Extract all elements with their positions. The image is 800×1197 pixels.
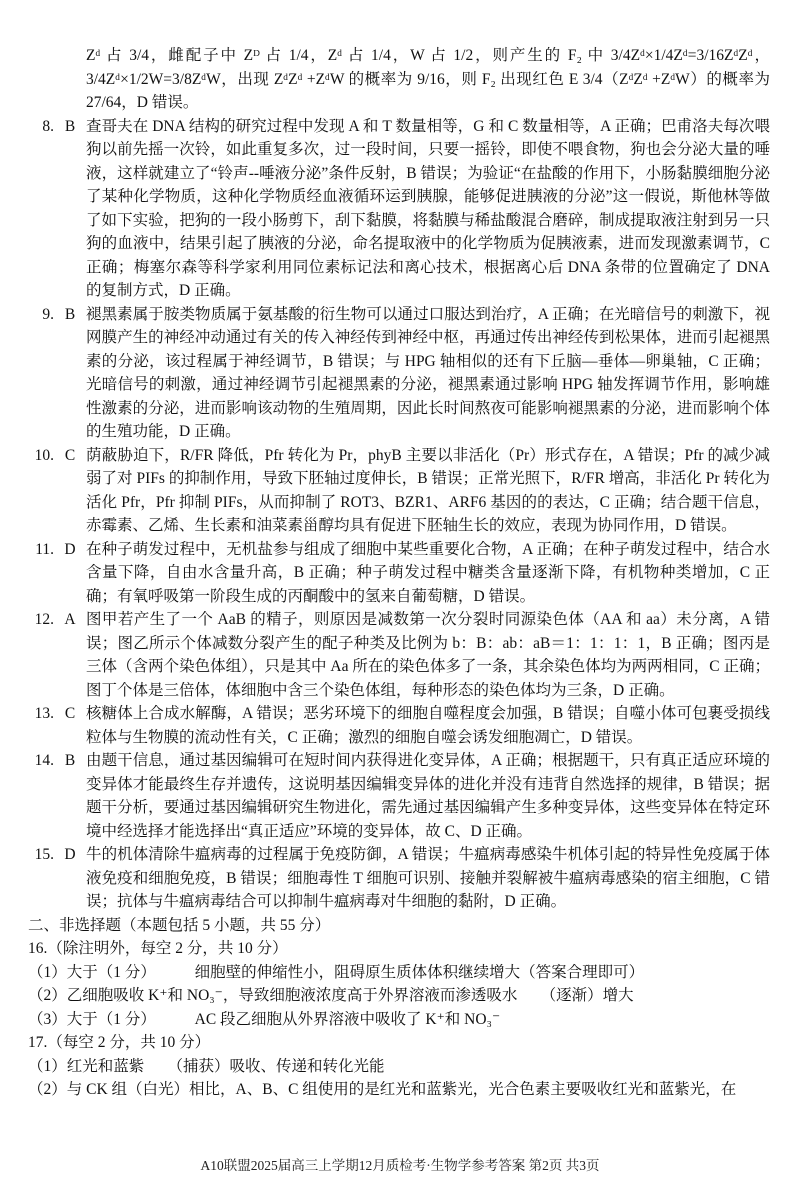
- answer-number: 9.: [42, 305, 54, 323]
- answer-item: [28, 115, 770, 303]
- answer-item: [28, 303, 770, 444]
- question-17-header: 17.（每空 2 分，共 10 分）: [28, 1034, 211, 1051]
- question-16-answer-3: （3）大于（1 分） AC 段乙细胞从外界溶液中吸收了 K⁺和 NO₃⁻: [28, 1010, 501, 1028]
- answer-number: 14.: [34, 752, 54, 769]
- answer-letter: A: [64, 611, 76, 628]
- answer-letter: C: [64, 705, 76, 722]
- page-footer: A10联盟2025届高三上学期12月质检考·生物学参考答案 第2页 共3页: [200, 1157, 600, 1173]
- question-16-header: 16.（除注明外，每空 2 分，共 10 分）: [28, 940, 288, 957]
- question-16-answer-1: （1）大于（1 分） 细胞壁的伸缩性小，阻碍原生质体体积继续增大（答案合理即可）: [28, 963, 645, 981]
- answer-text: 在种子萌发过程中，无机盐参与组成了细胞中某些重要化合物，A 正确；在种子萌发过程中，结合水含量下降，自由水含量升高，B 正确；种子萌发过程中糖类含量逐渐下降，有机物种类增加，C 正确；有氧呼吸第一阶段生成的丙酮酸中的氢来自葡萄糖，D 错误。: [86, 540, 770, 605]
- answer-letter: B: [64, 752, 76, 769]
- answer-text: 牛的机体清除牛瘟病毒的过程属于免疫防御，A 错误；牛瘟病毒感染牛机体引起的特异性免疫属于体液免疫和细胞免疫，B 错误；细胞毒性 T 细胞可识别、接触并裂解被牛瘟病毒感染的宿主细胞，C 错误；抗体与牛瘟病毒结合可以抑制牛瘟病毒对牛细胞的黏附，D 正确。: [86, 846, 770, 910]
- answer-letter: D: [64, 846, 76, 863]
- answer-number: 12.: [34, 611, 54, 628]
- answer-letter: D: [64, 540, 76, 558]
- answer-text: 核糖体上合成水解酶，A 错误；恶劣环境下的细胞自噬程度会加强，B 错误；自噬小体可包裹受损线粒体与生物膜的流动性有关，C 正确；激烈的细胞自噬会诱发细胞凋亡，D 错误。: [86, 705, 770, 746]
- section-two-header: 二、非选择题（本题包括 5 小题，共 55 分）: [28, 916, 331, 934]
- answer-text: 由题干信息，通过基因编辑可在短时间内获得进化变异体，A 正确；根据题干，只有真正适应环境的变异体才能最终生存并遗传，这说明基因编辑变异体的进化并没有违背自然选择的规律，B 错误；据题干分析，要通过基因编辑研究生物进化，需先通过基因编辑产生多种变异体，这些变异体在特定环境中经选择才能选择出“真正适应”环境的变异体，故 C、D 正确。: [86, 752, 770, 840]
- question-17-answer-1: （1）红光和蓝紫 （捕获）吸收、传递和转化光能: [28, 1057, 385, 1075]
- answer-item: [28, 843, 770, 914]
- answer-item: [28, 608, 770, 702]
- question-17-answer-2: （2）与 CK 组（白光）相比，A、B、C 组使用的是红光和蓝紫光，光合色素主要吸收红光和蓝紫光，在: [28, 1081, 737, 1098]
- continuation-paragraph: Zᵈ 占 3/4，雌配子中 Zᴰ 占 1/4，Zᵈ 占 1/4，W 占 1/2，则产生的 F₂ 中 3/4Zᵈ×1/4Zᵈ=3/16ZᵈZᵈ，3/4Zᵈ×1/2W=3/8ZᵈW，出现 ZᵈZᵈ +ZᵈW 的概率为 9/16，则 F₂ 出现红色 E 3/4（ZᵈZᵈ +ZᵈW）的概率为 27/64，D 错误。: [86, 47, 770, 111]
- answer-number: 10.: [34, 446, 54, 464]
- answer-number: 15.: [34, 846, 54, 863]
- answer-number: 11.: [35, 540, 54, 558]
- answer-letter: B: [64, 305, 76, 323]
- answer-item: [28, 444, 770, 538]
- answer-item: [28, 749, 770, 843]
- answer-text: 荫蔽胁迫下，R/FR 降低，Pfr 转化为 Pr，phyB 主要以非活化（Pr）形式存在，A 错误；Pfr 的减少减弱了对 PIFs 的抑制作用，导致下胚轴过度伸长，B 错误；正常光照下，R/FR 增高，非活化 Pr 转化为活化 Pfr，Pfr 抑制 PIFs，从而抑制了 ROT3、BZR1、ARF6 基因的的表达，C 正确；结合题干信息，赤霉素、乙烯、生长素和油菜素甾醇均具有促进下胚轴生长的效应，表现为协同作用，D 错误。: [86, 446, 770, 534]
- answer-letter: C: [64, 446, 76, 464]
- answer-item: [28, 702, 770, 749]
- question-16-answer-2: （2）乙细胞吸收 K⁺和 NO₃⁻，导致细胞液浓度高于外界溶液而渗透吸水 （逐渐）增大: [28, 987, 634, 1004]
- answer-number: 13.: [34, 705, 54, 722]
- answer-text: 褪黑素属于胺类物质属于氨基酸的衍生物可以通过口服达到治疗，A 正确；在光暗信号的刺激下，视网膜产生的神经冲动通过有关的传入神经传到神经中枢，再通过传出神经传到松果体，进而引起褪黑素的分泌，该过程属于神经调节，B 错误；与 HPG 轴相似的还有下丘脑—垂体—卵巢轴，C 正确；光暗信号的刺激，通过神经调节引起褪黑素的分泌，褪黑素通过影响 HPG 轴发挥调节作用，影响雄性激素的分泌，进而影响该动物的生殖周期，因此长时间熬夜可能影响褪黑素的分泌，进而影响个体的生殖功能，D 正确。: [86, 305, 770, 440]
- answer-sheet-content: [28, 44, 770, 1102]
- answer-item: [28, 538, 770, 609]
- answer-text: 图甲若产生了一个 AaB 的精子，则原因是减数第一次分裂时同源染色体（AA 和 aa）未分离，A 错误；图乙所示个体减数分裂产生的配子种类及比例为 b：B：ab：aB＝1：1：1：1，B 正确；图丙是三体（含两个染色体组），只是其中 Aa 所在的染色体多了一条，其余染色体均为两两相同，C 正确；图丁个体是三倍体，体细胞中含三个染色体组，每种形态的染色体均为三条，D 正确。: [86, 611, 770, 699]
- answer-number: 8.: [42, 117, 54, 135]
- answer-letter: B: [64, 117, 76, 135]
- answer-text: 查哥夫在 DNA 结构的研究过程中发现 A 和 T 数量相等，G 和 C 数量相等，A 正确；巴甫洛夫每次喂狗以前先摇一次铃，如此重复多次，过一段时间，只要一摇铃，即使不喂食物，狗也会分泌大量的唾液，这样就建立了“铃声--唾液分泌”条件反射，B 错误；为验证“在盐酸的作用下，小肠黏膜细胞分泌了某种化学物质，这种化学物质经血液循环运到胰腺，能够促进胰液的分泌”这一假说，斯他林等做了如下实验，把狗的一段小肠剪下，刮下黏膜，将黏膜与稀盐酸混合磨碎，制成提取液注射到另一只狗的血液中，结果引起了胰液的分泌，命名提取液中的化学物质为促胰液素，进而发现激素调节，C 正确；梅塞尔森等科学家利用同位素标记法和离心技术，根据离心后 DNA 条带的位置确定了 DNA 的复制方式，D 正确。: [86, 117, 771, 299]
